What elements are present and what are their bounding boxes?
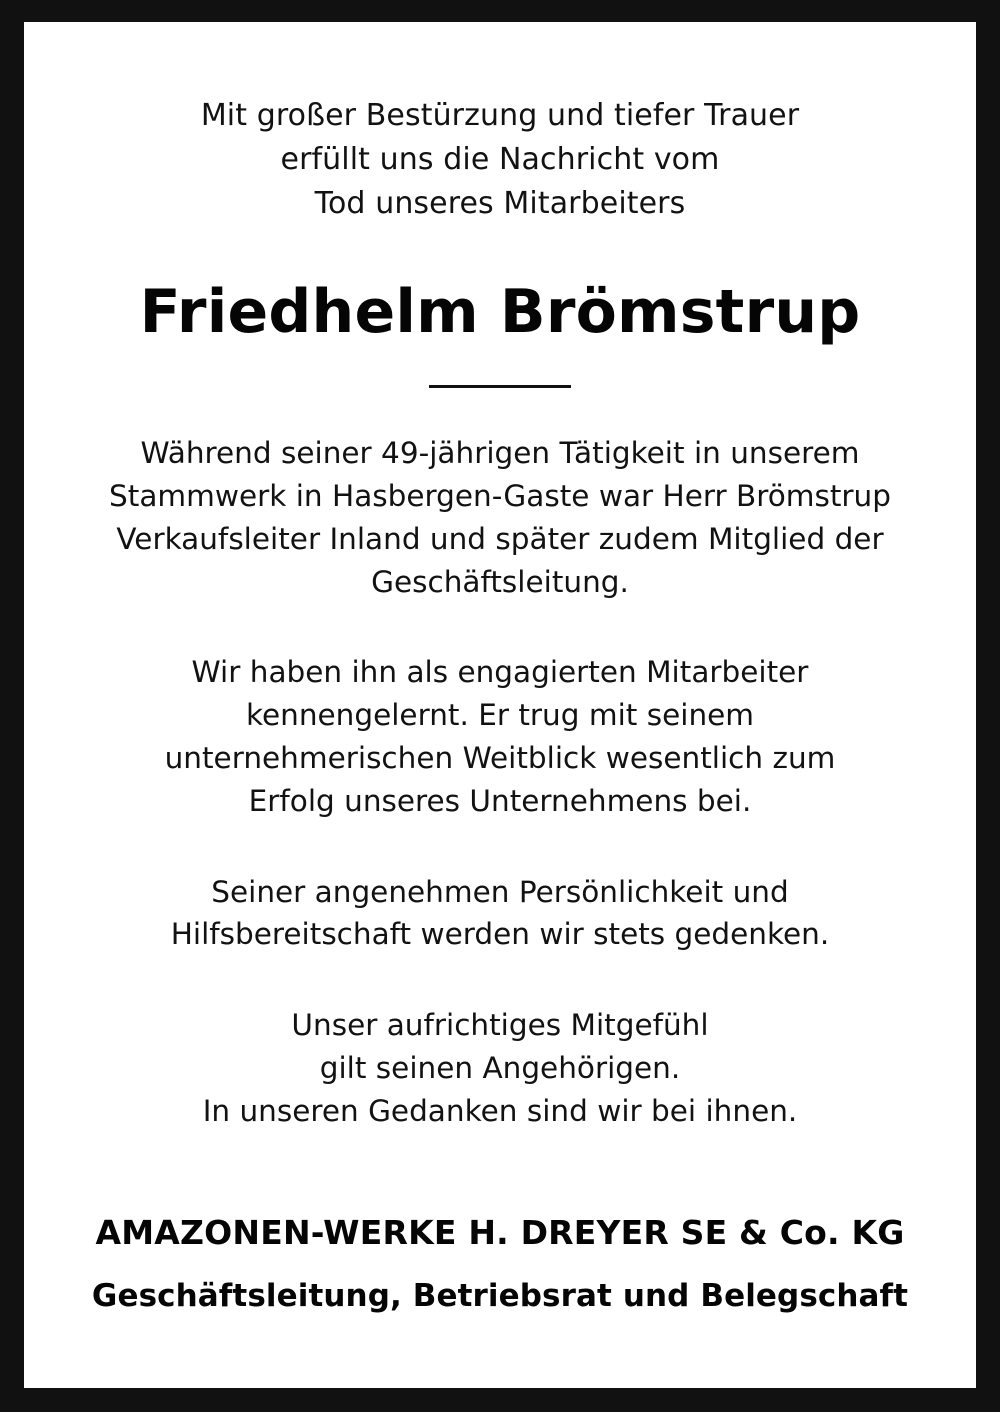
intro-text	[201, 94, 799, 225]
paragraph-line: Hilfsbereitschaft werden wir stets gedenken.	[170, 917, 830, 952]
closing-block	[84, 1213, 916, 1348]
paragraph-line: Unser aufrichtiges Mitgefühl	[291, 1008, 709, 1043]
paragraph-line: Wir haben ihn als engagierten Mitarbeiter	[191, 655, 809, 690]
paragraph-remembrance	[171, 871, 830, 957]
company-name: AMAZONEN-WERKE H. DREYER SE & Co. KG	[95, 1213, 905, 1252]
deceased-name: Friedhelm Brömstrup	[139, 277, 861, 348]
divider-rule	[429, 385, 571, 388]
paragraph-line: Geschäftsleitung.	[371, 564, 629, 599]
paragraph-appreciation	[165, 651, 836, 822]
paragraph-line: Verkaufsleiter Inland und später zudem Mitglied der	[116, 521, 884, 556]
paragraph-line: Seiner angenehmen Persönlichkeit und	[211, 874, 789, 909]
paragraph-condolence	[203, 1004, 798, 1132]
obituary-card	[24, 22, 976, 1388]
paragraph-career	[109, 432, 891, 603]
intro-line: erfüllt uns die Nachricht vom	[280, 141, 720, 177]
signers-line: Geschäftsleitung, Betriebsrat und Belegschaft	[91, 1278, 909, 1314]
paragraph-line: unternehmerischen Weitblick wesentlich zum	[164, 740, 836, 775]
intro-line: Tod unseres Mitarbeiters	[314, 185, 686, 221]
paragraph-line: kennengelernt. Er trug mit seinem	[245, 698, 755, 733]
paragraph-line: In unseren Gedanken sind wir bei ihnen.	[202, 1093, 798, 1128]
intro-line: Mit großer Bestürzung und tiefer Trauer	[200, 98, 800, 133]
paragraph-line: Stammwerk in Hasbergen-Gaste war Herr Brömstrup	[109, 479, 891, 514]
paragraph-line: Erfolg unseres Unternehmens bei.	[248, 783, 752, 818]
paragraph-line: gilt seinen Angehörigen.	[319, 1050, 681, 1085]
paragraph-line: Während seiner 49-jährigen Tätigkeit in unserem	[140, 436, 860, 471]
